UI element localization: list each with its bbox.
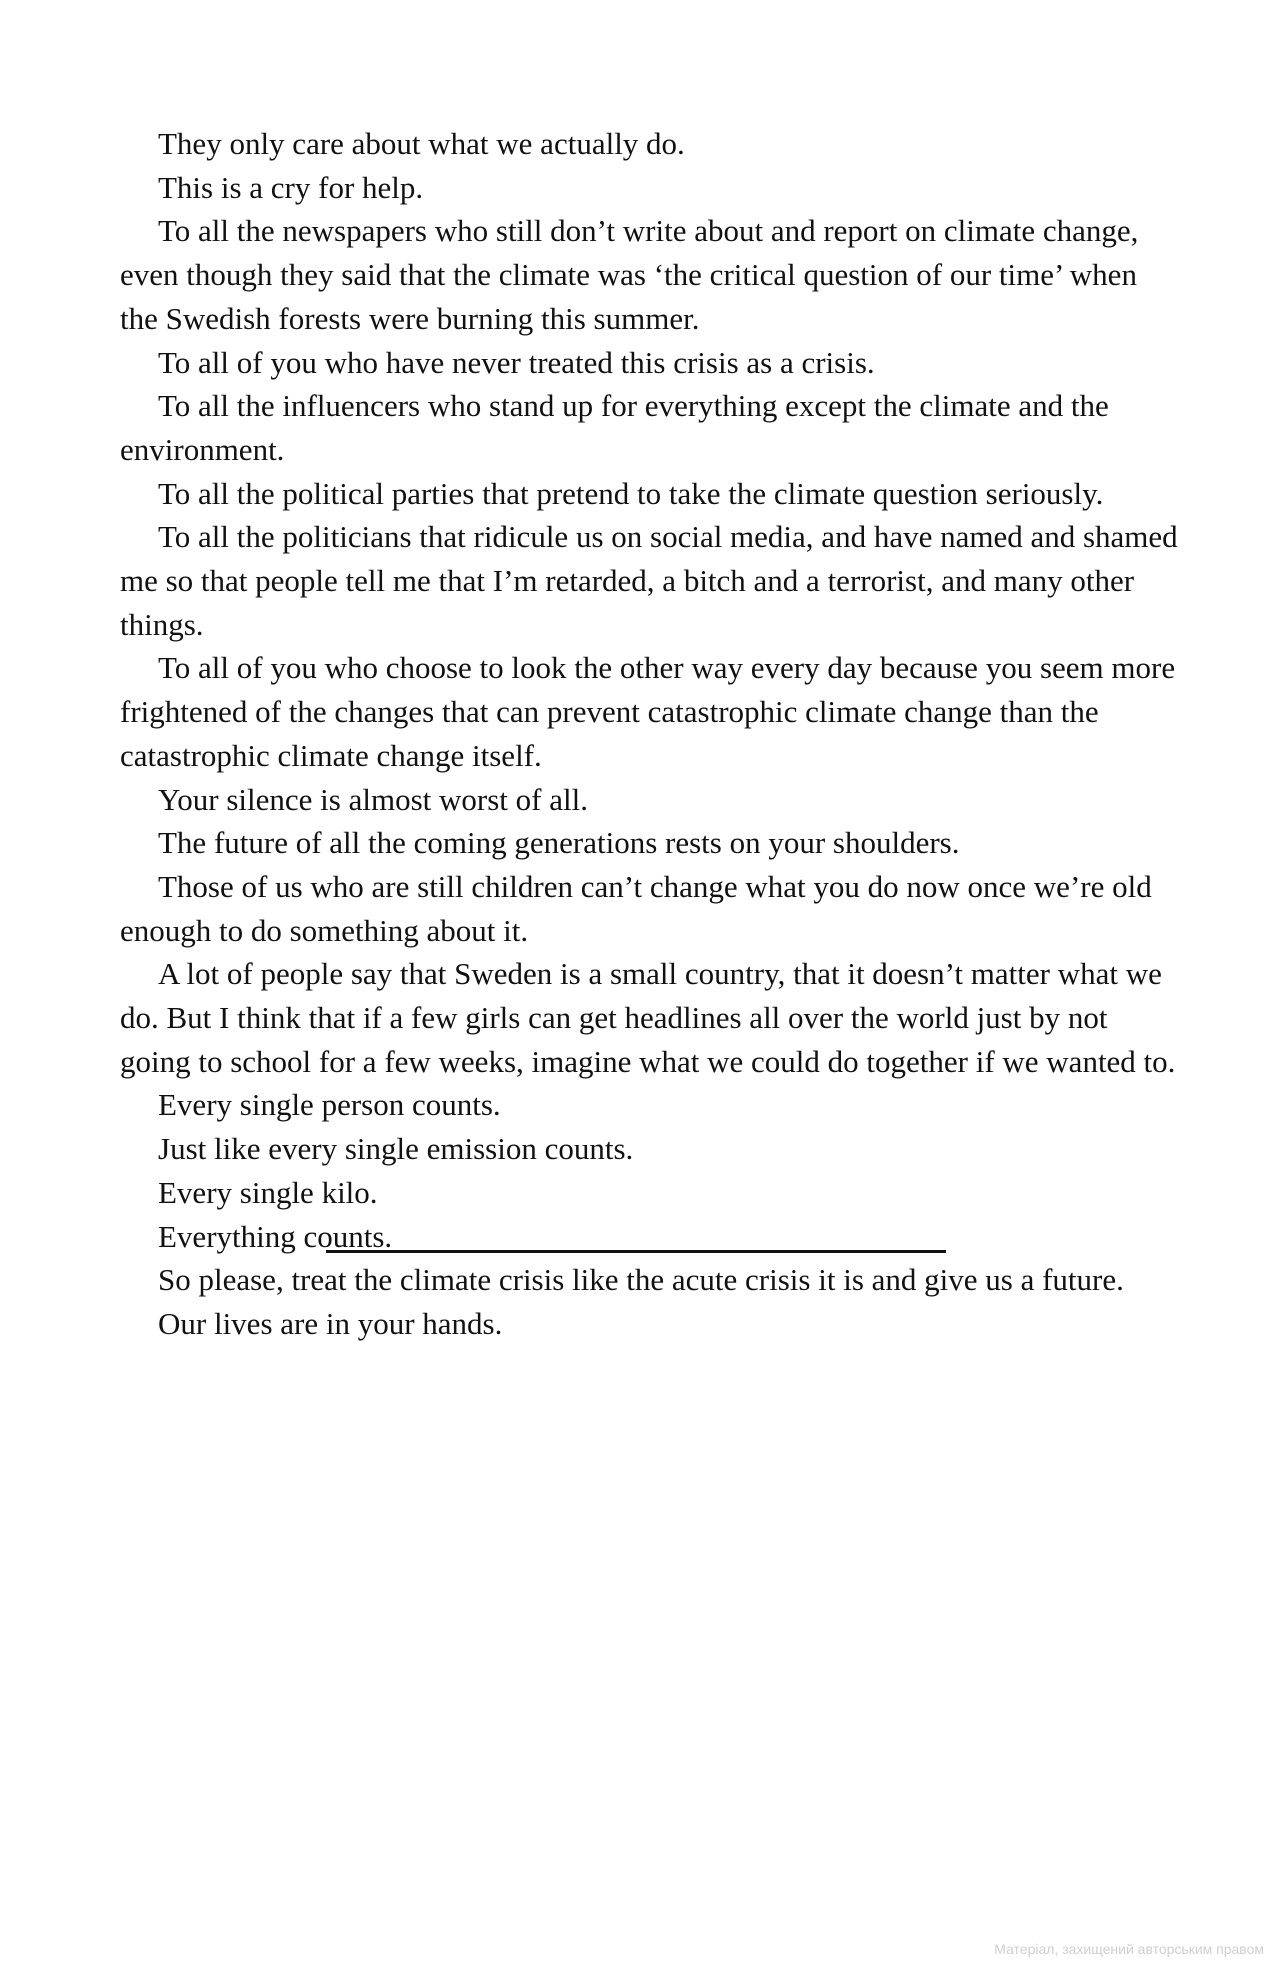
paragraph: Our lives are in your hands.	[158, 1305, 503, 1341]
paragraph: The future of all the coming generations rests on your shoulders.	[158, 825, 960, 861]
paragraph: To all of you who have never treated this crisis as a crisis.	[158, 344, 875, 380]
paragraph: To all the influencers who stand up for everything except the climate and the environment.	[120, 388, 1109, 467]
body-text	[120, 122, 1180, 1346]
copyright-watermark: Матеріал, захищений авторським правом	[994, 1941, 1264, 1957]
section-divider	[326, 1250, 946, 1253]
paragraph: Every single kilo.	[158, 1174, 378, 1210]
paragraph: To all the political parties that pretend to take the climate question seriously.	[158, 475, 1104, 511]
paragraph: So please, treat the climate crisis like the acute crisis it is and give us a future.	[158, 1262, 1124, 1298]
paragraph: Your silence is almost worst of all.	[158, 781, 588, 817]
paragraph: Every single person counts.	[158, 1087, 501, 1123]
paragraph: A lot of people say that Sweden is a small country, that it doesn’t matter what we do. But I think that if a few girls can get headlines all over the world just by not going to school for a few weeks, imagine what we could do together if we wanted to.	[120, 956, 1176, 1079]
paragraph: Everything counts.	[158, 1218, 393, 1254]
paragraph: To all the politicians that ridicule us on social media, and have named and shamed me so that people tell me that I’m retarded, a bitch and a terrorist, and many other things.	[120, 519, 1178, 642]
paragraph: This is a cry for help.	[158, 169, 424, 205]
paragraph: Just like every single emission counts.	[158, 1131, 634, 1167]
paragraph: To all of you who choose to look the other way every day because you seem more frightened of the changes that can prevent catastrophic climate change than the catastrophic climate change itself.	[120, 650, 1176, 773]
paragraph: Those of us who are still children can’t change what you do now once we’re old enough to do something about it.	[120, 868, 1152, 948]
paragraph: They only care about what we actually do.	[158, 126, 685, 161]
paragraph: To all the newspapers who still don’t write about and report on climate change, even though they said that the climate was ‘the critical question of our time’ when the Swedish forests were burning this summer.	[120, 213, 1139, 336]
